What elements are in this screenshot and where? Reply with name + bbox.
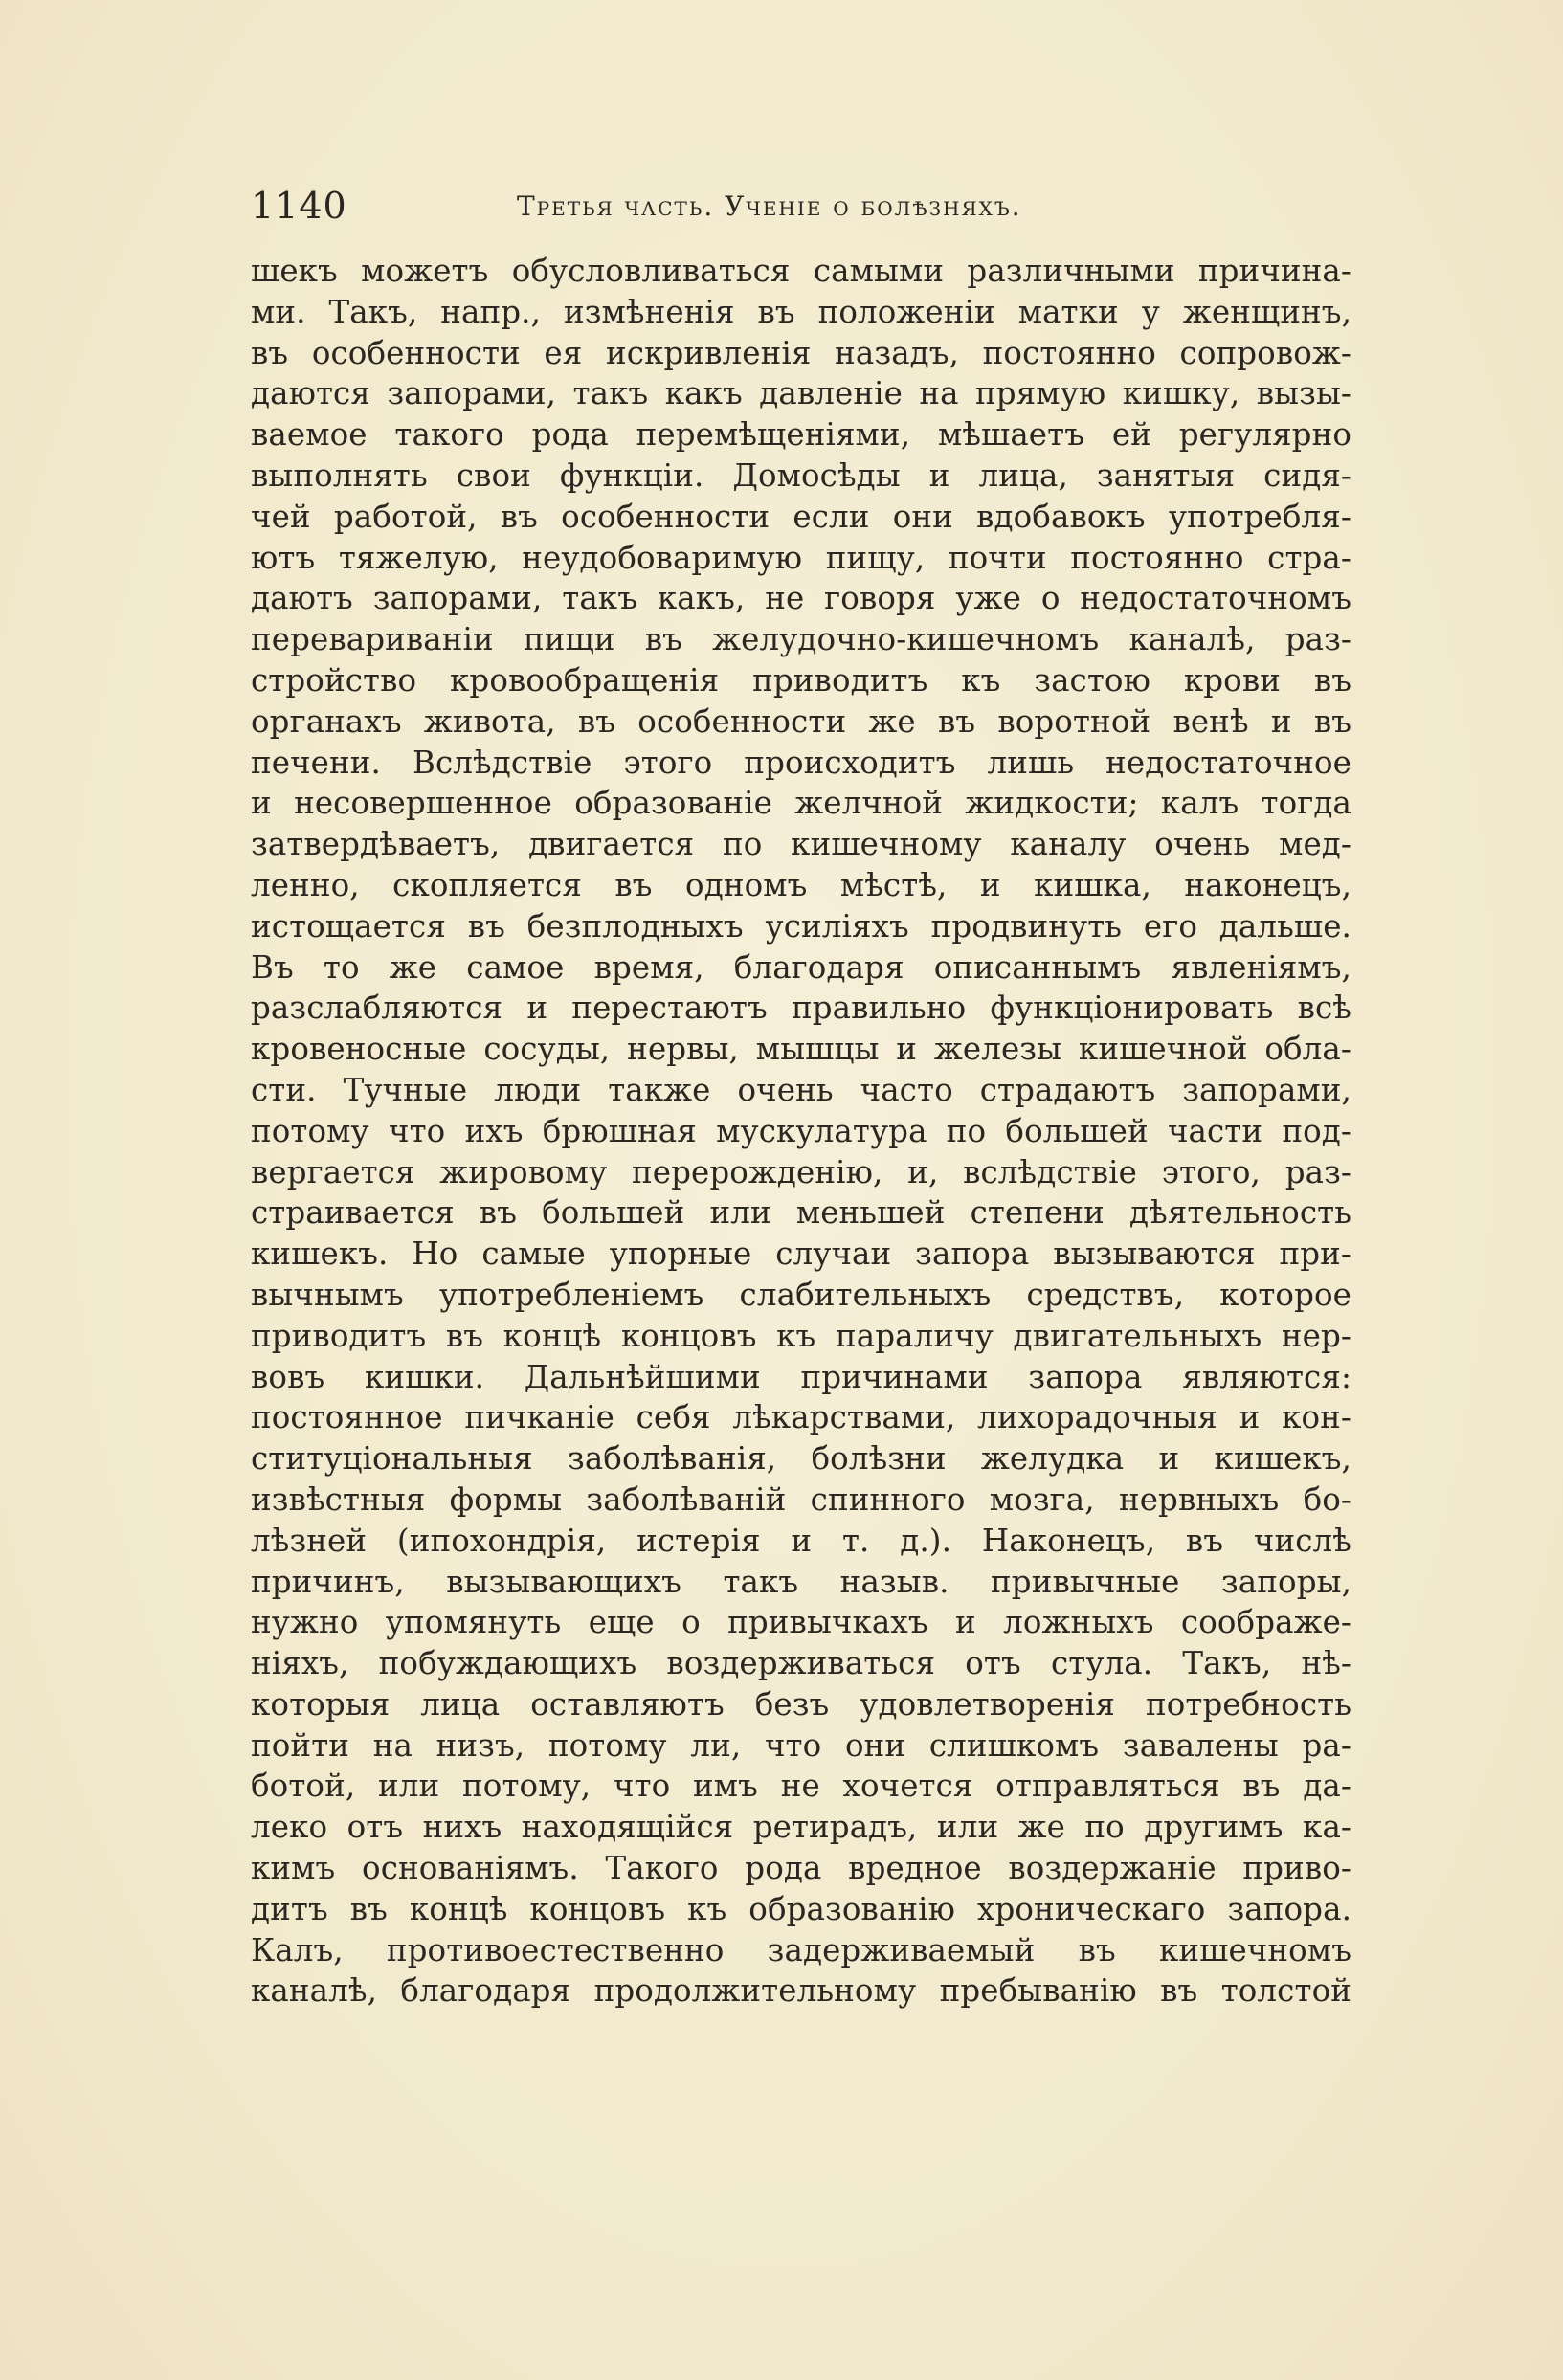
text-line: которыя лица оставляютъ безъ удовлетворенія потребность	[251, 1685, 1351, 1723]
text-line: дитъ въ концѣ концовъ къ образованію хроническаго запора.	[251, 1890, 1351, 1927]
text-line: постоянное пичканіе себя лѣкарствами, лихорадочныя и кон-	[251, 1399, 1351, 1436]
text-line: въ особенности ея искривленія назадъ, постоянно сопровож-	[251, 334, 1351, 371]
text-line: ніяхъ, побуждающихъ воздерживаться отъ стула. Такъ, нѣ-	[251, 1645, 1351, 1682]
text-line: пойти на низъ, потому ли, что они слишкомъ завалены ра-	[251, 1726, 1351, 1764]
text-line: шекъ можетъ обусловливаться самыми различными причина-	[251, 253, 1351, 289]
text-line: ленно, скопляется въ одномъ мѣстѣ, и кишка, наконецъ,	[251, 866, 1351, 903]
text-line: стройство кровообращенія приводитъ къ застою крови въ	[251, 661, 1351, 699]
text-line: истощается въ безплодныхъ усиліяхъ продвинуть его дальше.	[251, 907, 1351, 945]
text-line: ституціональныя заболѣванія, болѣзни желудка и кишекъ,	[251, 1440, 1351, 1478]
text-line: и несовершенное образованіе желчной жидкости; калъ тогда	[251, 785, 1351, 822]
text-line: кишекъ. Но самые упорные случаи запора вызываются при-	[251, 1235, 1351, 1273]
text-line: вергается жировому перерожденію, и, вслѣдствіе этого, раз-	[251, 1153, 1351, 1190]
text-line: потому что ихъ брюшная мускулатура по большей части под-	[251, 1112, 1351, 1149]
text-line: даютъ запорами, такъ какъ, не говоря уже о недостаточномъ	[251, 580, 1351, 617]
text-line: ютъ тяжелую, неудобоваримую пищу, почти постоянно стра-	[251, 539, 1351, 576]
text-line: леко отъ нихъ находящійся ретирадъ, или же по другимъ ка-	[251, 1809, 1351, 1846]
text-line: вовъ кишки. Дальнѣйшими причинами запора являются:	[251, 1358, 1351, 1395]
text-line: ботой, или потому, что имъ не хочется отправляться въ да-	[251, 1768, 1351, 1805]
text-line: даются запорами, такъ какъ давленіе на прямую кишку, вызы-	[251, 375, 1351, 412]
text-line: затвердѣваетъ, двигается по кишечному каналу очень мед-	[251, 826, 1351, 863]
text-line: Въ то же самое время, благодаря описаннымъ явленіямъ,	[251, 948, 1351, 986]
text-line: вычнымъ употребленіемъ слабительныхъ средствъ, которое	[251, 1276, 1351, 1313]
text-line: органахъ живота, въ особенности же въ воротной венѣ и въ	[251, 702, 1351, 740]
text-line: страивается въ большей или меньшей степени дѣятельность	[251, 1194, 1351, 1232]
text-line: кимъ основаніямъ. Такого рода вредное воздержаніе приво-	[251, 1850, 1351, 1887]
text-line: нужно упомянуть еще о привычкахъ и ложныхъ соображе-	[251, 1604, 1351, 1641]
text-line: перевариваніи пищи въ желудочно-кишечномъ каналѣ, раз-	[251, 621, 1351, 658]
running-head: Третья часть. Ученіе о болѣзняхъ.	[517, 190, 1022, 222]
page-header	[251, 182, 1351, 230]
text-line: кровеносные сосуды, нервы, мышцы и железы кишечной обла-	[251, 1031, 1351, 1068]
text-line: Калъ, противоестественно задерживаемый въ кишечномъ	[251, 1931, 1351, 1969]
text-line: сти. Тучные люди также очень часто страдаютъ запорами,	[251, 1071, 1351, 1108]
text-line: ваемое такого рода перемѣщеніями, мѣшаетъ ей регулярно	[251, 416, 1351, 454]
text-line: извѣстныя формы заболѣваній спинного мозга, нервныхъ бо-	[251, 1480, 1351, 1518]
text-line: приводитъ въ концѣ концовъ къ параличу двигательныхъ нер-	[251, 1317, 1351, 1354]
body-text	[251, 251, 1351, 2012]
text-line: причинъ, вызывающихъ такъ назыв. привычные запоры,	[251, 1563, 1351, 1600]
text-line: лѣзней (ипохондрія, истерія и т. д.). Наконецъ, въ числѣ	[251, 1522, 1351, 1559]
text-line: разслабляются и перестаютъ правильно функціонировать всѣ	[251, 990, 1351, 1027]
text-line: ми. Такъ, напр., измѣненія въ положеніи матки у женщинъ,	[251, 293, 1351, 330]
text-line: каналѣ, благодаря продолжительному пребыванію въ толстой	[251, 1972, 1351, 2010]
page-number: 1140	[251, 185, 347, 227]
text-line: выполнять свои функціи. Домосѣды и лица, занятыя сидя-	[251, 456, 1351, 494]
text-line: печени. Вслѣдствіе этого происходитъ лишь недостаточное	[251, 744, 1351, 781]
text-line: чей работой, въ особенности если они вдобавокъ употребля-	[251, 498, 1351, 535]
